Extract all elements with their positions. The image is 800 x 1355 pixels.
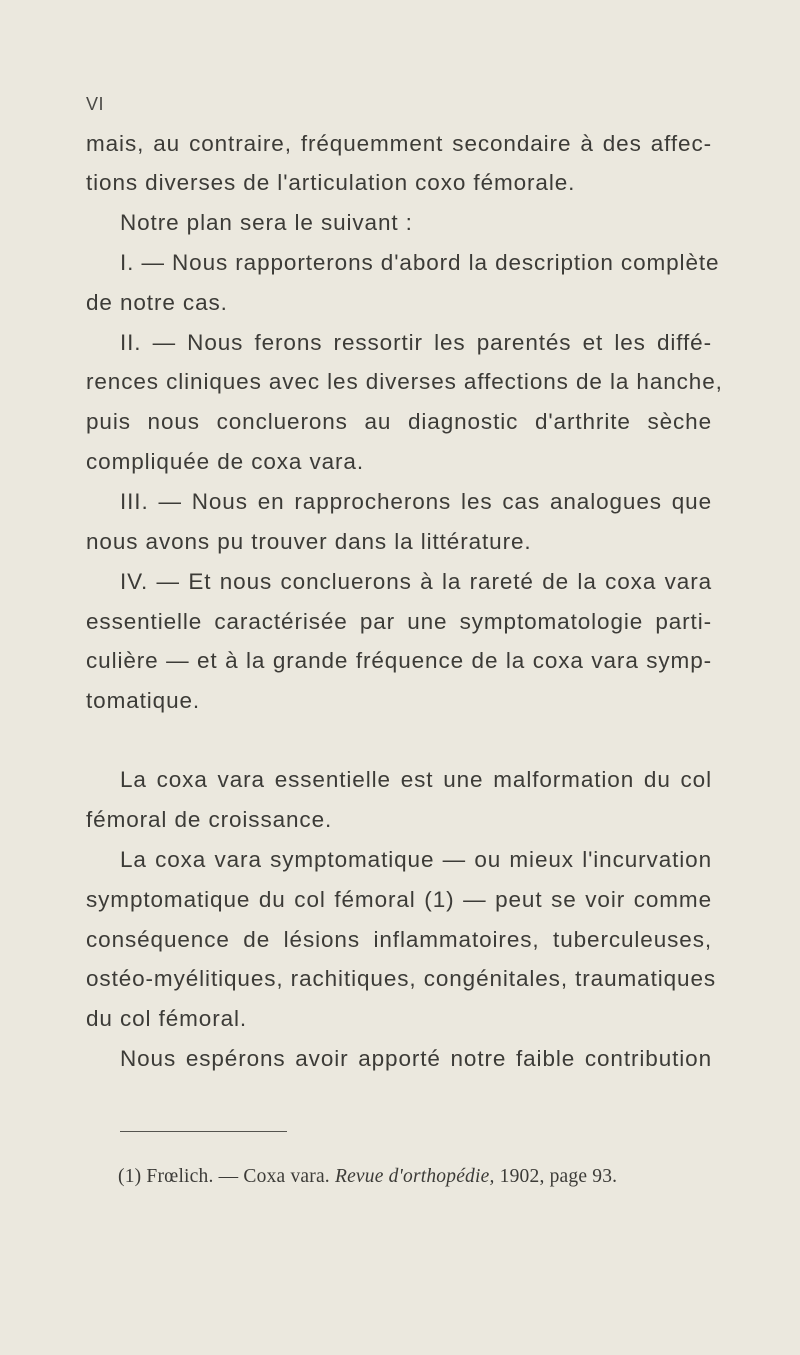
text-line: III. — Nous en rapprocherons les cas analogues que [120,489,712,514]
footnote-details: 1902, page 93. [499,1166,618,1187]
text-line: mais, au contraire, fréquemment secondaire à des affec- [86,131,712,156]
closing-line: Nous espérons avoir apporté notre faible contribution [120,1046,712,1071]
text-line: du col fémoral. [86,1006,248,1031]
text-line: I. — Nous rapporterons d'abord la description complète [120,250,720,275]
text-line: ostéo-myélitiques, rachitiques, congénitales, traumatiques [86,966,717,991]
text-line: IV. — Et nous concluerons à la rareté de la coxa vara [120,569,712,594]
text-line: rences cliniques avec les diverses affections de la hanche, [86,369,723,394]
footnote-marker: (1) [118,1166,142,1187]
footnote [118,1164,617,1190]
text-line: tions diverses de l'articulation coxo fémorale. [86,170,576,195]
footnote-title: Coxa vara. [243,1166,330,1187]
text-line: puis nous concluerons au diagnostic d'arthrite sèche [86,409,712,434]
text-line: La coxa vara symptomatique — ou mieux l'incurvation [120,847,712,872]
plan-intro: Notre plan sera le suivant : [120,210,413,235]
footnote-author: Frœlich. — [146,1166,239,1187]
footnote-divider [120,1131,287,1132]
text-line: compliquée de coxa vara. [86,449,364,474]
text-line: II. — Nous ferons ressortir les parentés et les diffé- [120,330,712,355]
page-number: VI [86,94,105,114]
text-line: fémoral de croissance. [86,807,333,832]
text-line: nous avons pu trouver dans la littérature. [86,529,532,554]
text-line: conséquence de lésions inflammatoires, tuberculeuses, [86,927,712,952]
text-line: tomatique. [86,688,201,713]
text-line: de notre cas. [86,290,228,315]
text-line: symptomatique du col fémoral (1) — peut se voir comme [86,887,712,912]
footnote-journal: Revue d'orthopédie, [334,1166,495,1187]
text-line: essentielle caractérisée par une symptomatologie parti- [86,609,712,634]
text-line: La coxa vara essentielle est une malformation du col [120,767,712,792]
text-line: culière — et à la grande fréquence de la coxa vara symp- [86,648,712,673]
